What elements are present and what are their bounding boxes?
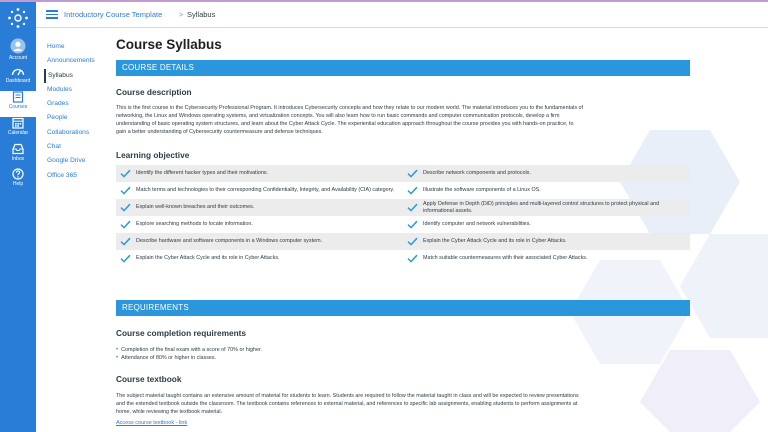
breadcrumb-course-link[interactable]: Introductory Course Template — [64, 10, 163, 19]
objective-text: Match terms and technologies to their corresponding Confidentiality, Integrity, and Availability (CIA) category. — [136, 187, 395, 194]
completion-item-text: Completion of the final exam with a score of 70% or higher. — [121, 347, 262, 353]
global-nav-help[interactable] — [0, 168, 36, 194]
objective-row — [116, 182, 690, 199]
checkmark-icon — [407, 254, 418, 263]
calendar-icon — [12, 117, 24, 129]
course-nav-chat[interactable]: Chat — [47, 143, 61, 151]
objective-row — [116, 216, 690, 233]
textbook-line: The subject material taught contains an extensive amount of material for students to learn. Students are required to follow the material taught in class and will be expected to review presentations — [116, 393, 579, 399]
global-nav-label: Calendar — [7, 130, 29, 136]
breadcrumb-current-page: Syllabus — [187, 10, 216, 19]
course-nav-people[interactable]: People — [47, 114, 68, 122]
breadcrumb-bar — [36, 2, 768, 28]
course-textbook-heading: Course textbook — [116, 374, 182, 384]
course-nav-syllabus[interactable]: Syllabus — [44, 69, 108, 83]
objective-row — [116, 233, 690, 250]
hamburger-menu-icon[interactable] — [46, 10, 58, 19]
account-icon — [10, 38, 26, 54]
checkmark-icon — [407, 186, 418, 195]
hexagon-background-decoration — [560, 110, 768, 432]
dashboard-icon — [11, 65, 25, 77]
help-icon — [12, 168, 24, 180]
canvas-logo-icon[interactable] — [7, 7, 29, 29]
objective-cell-left — [116, 165, 403, 182]
textbook-line: home, while reviewing the textbook material. — [116, 409, 223, 415]
objective-cell-right — [403, 182, 690, 199]
objective-cell-left — [116, 182, 403, 199]
inbox-icon — [12, 143, 24, 155]
course-nav — [44, 40, 108, 183]
course-nav-office-365[interactable]: Office 365 — [47, 171, 77, 179]
course-nav-home[interactable]: Home — [47, 43, 65, 50]
objective-text: Explain well-known breaches and their outcomes. — [136, 204, 255, 211]
objective-row — [116, 199, 690, 216]
course-description-heading: Course description — [116, 87, 192, 97]
objective-text: Explain the Cyber Attack Cycle and its role in Cyber Attacks. — [136, 255, 280, 262]
objective-text: Identify the different hacker types and their motivations. — [136, 170, 269, 177]
checkmark-icon — [407, 220, 418, 229]
description-line: gain a better understanding of Cybersecurity countermeasure and defense techniques. — [116, 129, 323, 135]
course-description-text — [116, 104, 690, 136]
checkmark-icon — [120, 186, 131, 195]
objective-cell-right — [403, 199, 690, 216]
objective-cell-right — [403, 165, 690, 182]
checkmark-icon — [120, 237, 131, 246]
objective-text: Explore searching methods to locate information. — [136, 221, 253, 228]
textbook-line: and the extended textbook outside the classroom. The textbook contains references to external material, and references to specific lab assignments, enabling students to perform assignments at — [116, 401, 578, 407]
checkmark-icon — [120, 203, 131, 212]
global-nav-account[interactable] — [0, 38, 36, 64]
objective-row — [116, 165, 690, 182]
checkmark-icon — [120, 169, 131, 178]
checkmark-icon — [407, 237, 418, 246]
learning-objective-heading: Learning objective — [116, 150, 190, 160]
global-nav-dashboard[interactable] — [0, 65, 36, 91]
breadcrumb-separator: > — [179, 10, 184, 19]
learning-objectives-table — [116, 165, 690, 267]
checkmark-icon — [120, 220, 131, 229]
bullet-icon: • — [116, 355, 119, 361]
checkmark-icon — [407, 169, 418, 178]
course-details-banner: COURSE DETAILS — [116, 60, 690, 76]
courses-icon — [12, 91, 24, 103]
objective-text: Match suitable countermeasures with their associated Cyber Attacks. — [423, 255, 588, 262]
course-nav-grades[interactable]: Grades — [47, 100, 69, 108]
description-line: This is the first course in the Cybersecurity Professional Program. It introduces Cybersecurity concepts and how they relate to our modern world. The material introduces you to the fundamentals of — [116, 105, 584, 111]
global-nav-inbox[interactable] — [0, 143, 36, 169]
global-nav-label: Dashboard — [5, 78, 31, 84]
objective-text: Describe hardware and software components in a Windows computer system. — [136, 238, 323, 245]
checkmark-icon — [120, 254, 131, 263]
objective-cell-left — [116, 216, 403, 233]
objective-row — [116, 250, 690, 267]
objective-cell-left — [116, 250, 403, 267]
page-title: Course Syllabus — [116, 37, 222, 52]
course-textbook-text — [116, 392, 690, 416]
objective-text: Illustrate the software components of a Linux OS. — [423, 187, 541, 194]
course-nav-google-drive[interactable]: Google Drive — [47, 157, 86, 165]
objective-cell-left — [116, 233, 403, 250]
description-line: networking, the Linux and Windows operating systems, and virtualization concepts. You will also learn how to run basic commands and computer communication protocols, develop a firm — [116, 113, 560, 119]
objective-text: Identify computer and network vulnerabilities. — [423, 221, 531, 228]
objective-cell-left — [116, 199, 403, 216]
description-line: understanding of basic operating system structures, and learn about the Cyber Attack Cycle. The experiential education approach throughout the course provides you with hands-on practice, to — [116, 121, 574, 127]
objective-text: Apply Defense in Depth (DiD) principles and multi-layered control structures to protect physical and informational assets. — [423, 200, 660, 214]
objective-text: Explain the Cyber Attack Cycle and its role in Cyber Attacks. — [423, 238, 567, 245]
bullet-icon: • — [116, 347, 119, 353]
global-nav-label: Courses — [8, 104, 28, 110]
checkmark-icon — [407, 203, 418, 212]
completion-item — [116, 355, 216, 363]
objective-cell-right — [403, 250, 690, 267]
requirements-banner: REQUIREMENTS — [116, 300, 690, 316]
course-nav-modules[interactable]: Modules — [47, 85, 72, 93]
completion-item-text: Attendance of 80% or higher in classes. — [121, 355, 217, 361]
global-nav — [0, 2, 36, 432]
completion-item — [116, 347, 262, 355]
global-nav-courses[interactable] — [0, 91, 36, 117]
textbook-link[interactable]: Access course textbook - link — [116, 420, 188, 426]
global-nav-label: Help — [12, 181, 24, 187]
completion-requirements-heading: Course completion requirements — [116, 328, 247, 338]
objective-cell-right — [403, 216, 690, 233]
course-nav-collaborations[interactable]: Collaborations — [47, 128, 90, 136]
global-nav-label: Account — [8, 55, 28, 61]
global-nav-calendar[interactable] — [0, 117, 36, 143]
objective-text: Describe network components and protocols. — [423, 170, 531, 177]
course-nav-announcements[interactable]: Announcements — [47, 57, 95, 65]
global-nav-label: Inbox — [11, 156, 25, 162]
objective-cell-right — [403, 233, 690, 250]
